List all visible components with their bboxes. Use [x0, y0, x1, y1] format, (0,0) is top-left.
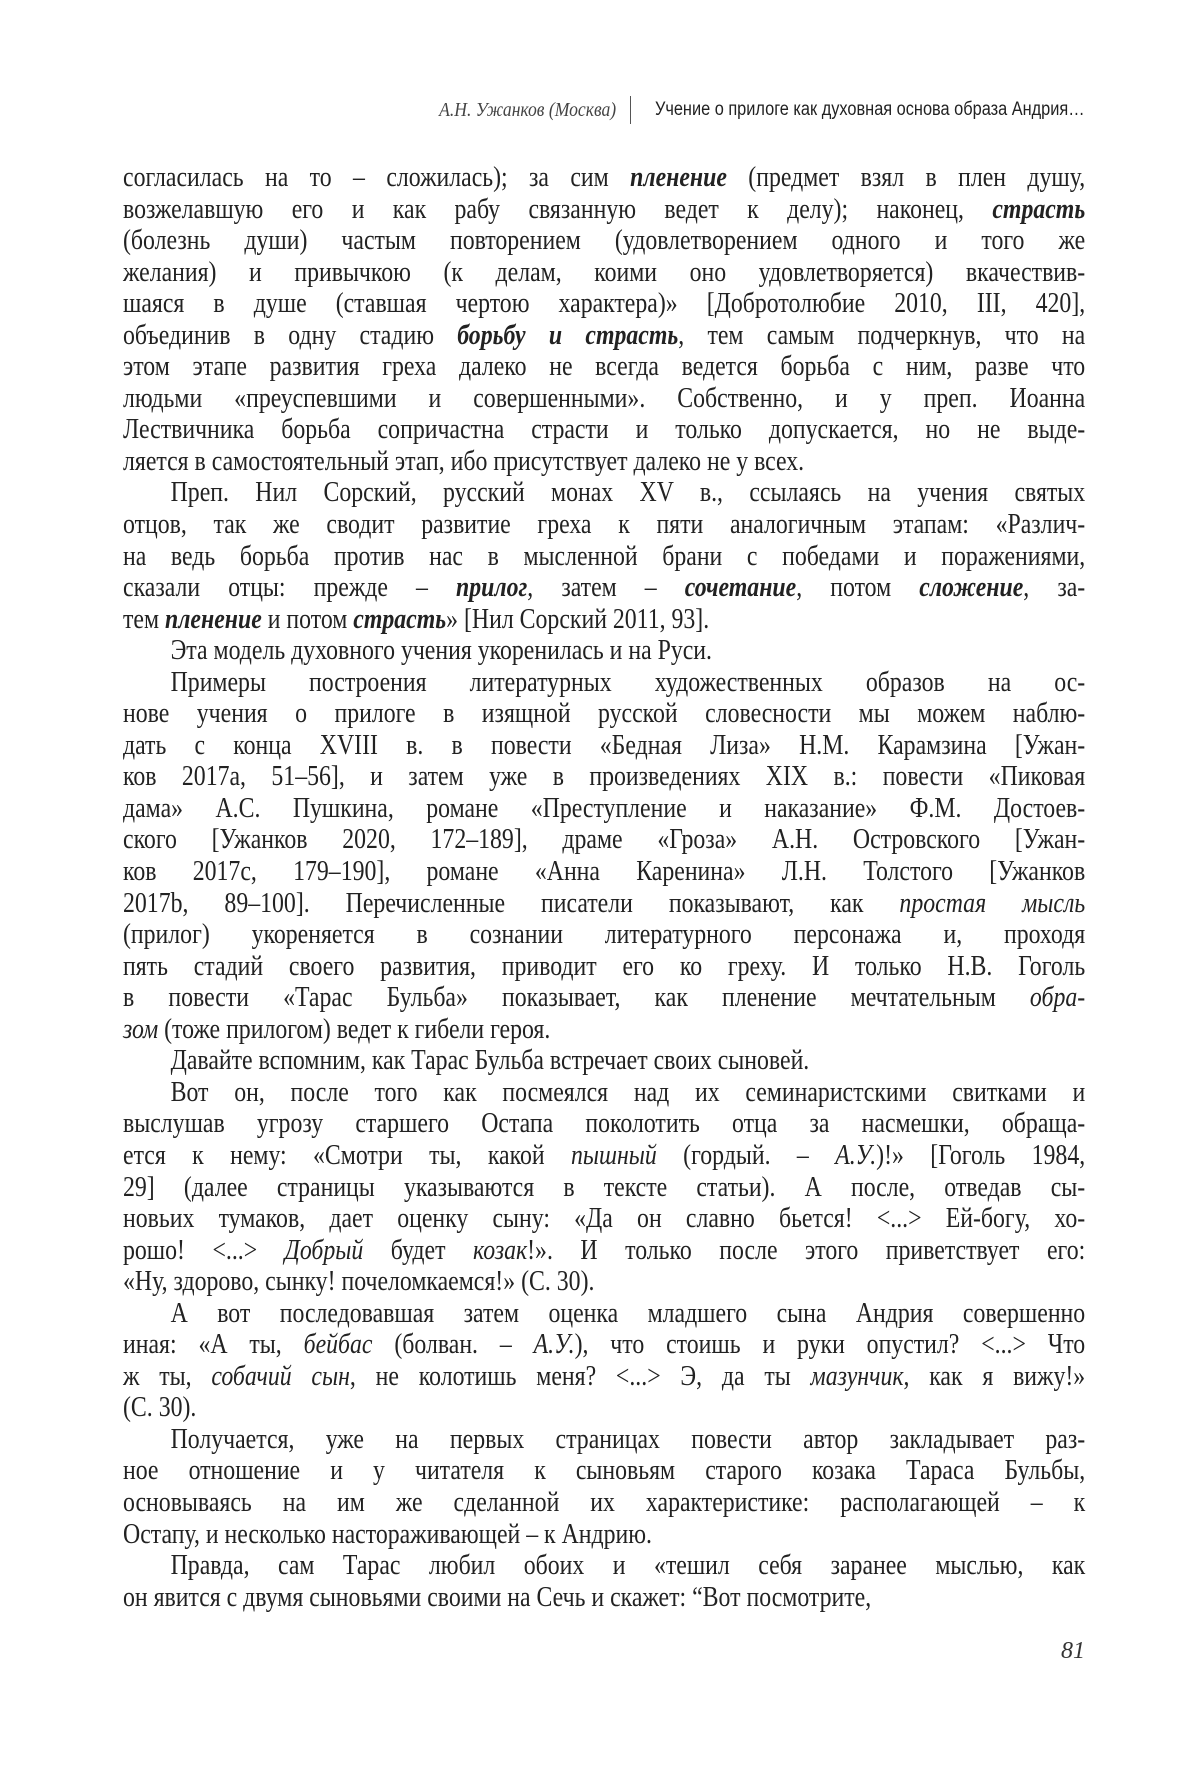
italic-text: мазунчик — [811, 1361, 904, 1392]
text-run: ное отношение и у читателя к сыновьям старого козака Тараса Бульбы, — [123, 1455, 1085, 1486]
text-run: выслушав угрозу старшего Остапа поколотить отца за насмешки, обраща- — [123, 1108, 1085, 1139]
text-run: людьми «преуспевшими и совершенными». Собственно, и у преп. Иоанна — [123, 383, 1085, 414]
text-run: ков 2017a, 51–56], и затем уже в произведениях XIX в.: повести «Пиковая — [123, 761, 1085, 792]
italic-text: зом — [123, 1014, 158, 1045]
running-header — [123, 94, 1085, 126]
text-run: , не колотишь меня? <...> Э, да ты — [350, 1361, 811, 1392]
text-run: ется к нему: «Смотри ты, какой — [123, 1140, 571, 1171]
text-line — [123, 824, 1085, 856]
paragraph — [123, 477, 1085, 635]
text-run: (предмет взял в плен душу, — [727, 162, 1085, 193]
text-run: » [Нил Сорский 2011, 93]. — [446, 604, 709, 635]
italic-text: А.У. — [835, 1140, 876, 1171]
text-line — [123, 288, 1085, 320]
text-run: отцов, так же сводит развитие греха к пяти аналогичным этапам: «Различ- — [123, 509, 1085, 540]
body-text — [123, 162, 1085, 1613]
text-run: Давайте вспомним, как Тарас Бульба встречает своих сыновей. — [171, 1045, 810, 1076]
text-run: , как я вижу!» — [903, 1361, 1085, 1392]
text-run: сказали отцы: прежде – — [123, 572, 456, 603]
paragraph — [123, 1424, 1085, 1550]
text-run: шаяся в душе (ставшая чертою характера)» [Добротолюбие 2010, III, 420], — [123, 288, 1085, 319]
text-run: , тем самым подчеркнув, что на — [678, 320, 1085, 351]
text-line — [123, 1329, 1085, 1361]
text-line — [123, 1582, 1085, 1614]
text-run: Преп. Нил Сорский, русский монах XV в., ссылаясь на учения святых — [171, 477, 1086, 508]
bold-italic-term: страсть — [353, 604, 446, 635]
text-line — [123, 604, 1085, 636]
text-run: (прилог) укореняется в сознании литературного персонажа и, проходя — [123, 919, 1085, 950]
text-line — [123, 1424, 1085, 1456]
text-line — [123, 383, 1085, 415]
text-line — [123, 635, 1085, 667]
text-line — [123, 1487, 1085, 1519]
text-run: Примеры построения литературных художественных образов на ос- — [171, 667, 1086, 698]
text-line — [123, 888, 1085, 920]
text-line — [123, 162, 1085, 194]
text-run: возжелавшую его и как рабу связанную ведет к делу); наконец, — [123, 194, 992, 225]
text-run: Вот он, после того как посмеялся над их семинаристскими свитками и — [171, 1077, 1086, 1108]
text-line — [123, 1550, 1085, 1582]
text-line — [123, 698, 1085, 730]
text-line — [123, 1455, 1085, 1487]
text-run: иная: «А ты, — [123, 1329, 304, 1360]
paragraph — [123, 1298, 1085, 1424]
text-line — [123, 1392, 1085, 1424]
text-line — [123, 1235, 1085, 1267]
italic-text: простая мысль — [899, 888, 1085, 919]
text-line — [123, 1298, 1085, 1330]
text-run: ), что стоишь и руки опустил? <...> Что — [575, 1329, 1086, 1360]
text-line — [123, 793, 1085, 825]
text-line — [123, 730, 1085, 762]
text-run: , потом — [796, 572, 919, 603]
text-line — [123, 257, 1085, 289]
italic-text: пышный — [571, 1140, 657, 1171]
text-run: Лествичника борьба сопричастна страсти и только допускается, но не выде- — [123, 414, 1085, 445]
text-run: А вот последовавшая затем оценка младшего сына Андрия совершенно — [171, 1298, 1086, 1329]
header-author: А.Н. Ужанков (Москва) — [439, 99, 616, 122]
text-run: (С. 30). — [123, 1392, 196, 1423]
text-run: тем — [123, 604, 165, 635]
text-line — [123, 856, 1085, 888]
paragraph — [123, 162, 1085, 477]
text-run: (гордый. – — [657, 1140, 835, 1171]
paragraph — [123, 667, 1085, 1046]
text-run: «Ну, здорово, сынку! почеломкаемся!» (С. 30). — [123, 1266, 594, 1297]
text-line — [123, 351, 1085, 383]
paragraph — [123, 635, 1085, 667]
text-run: (тоже прилогом) ведет к гибели героя. — [158, 1014, 550, 1045]
text-run: ляется в самостоятельный этап, ибо присутствует далеко не у всех. — [123, 446, 804, 477]
text-run: в повести «Тарас Бульба» показывает, как пленение мечтательным — [123, 982, 1030, 1013]
text-run: будет — [363, 1235, 473, 1266]
header-divider — [630, 96, 631, 124]
text-run: дать с конца XVIII в. в повести «Бедная Лиза» Н.М. Карамзина [Ужан- — [123, 730, 1085, 761]
text-run: , затем – — [527, 572, 684, 603]
text-line — [123, 1140, 1085, 1172]
text-run: согласилась на то – сложилась); за сим — [123, 162, 630, 193]
text-run: новьих тумаков, дает оценку сыну: «Да он славно бьется! <...> Ей-богу, хо- — [123, 1203, 1085, 1234]
text-line — [123, 320, 1085, 352]
text-run: )!» [Гоголь 1984, — [876, 1140, 1085, 1171]
bold-italic-term: пленение — [630, 162, 727, 193]
text-run: Правда, сам Тарас любил обоих и «тешил себя заранее мыслью, как — [171, 1550, 1086, 1581]
text-line — [123, 194, 1085, 226]
text-run: пять стадий своего развития, приводит его ко греху. И только Н.В. Гоголь — [123, 951, 1085, 982]
text-run: объединив в одну стадию — [123, 320, 457, 351]
text-run: !». И только после этого приветствует его: — [527, 1235, 1085, 1266]
bold-italic-term: пленение — [165, 604, 262, 635]
paragraph — [123, 1550, 1085, 1613]
text-run: дама» А.С. Пушкина, романе «Преступление и наказание» Ф.М. Достоев- — [123, 793, 1085, 824]
italic-text: А.У. — [534, 1329, 575, 1360]
text-line — [123, 446, 1085, 478]
text-line — [123, 1014, 1085, 1046]
bold-italic-term: сложение — [919, 572, 1023, 603]
text-line — [123, 951, 1085, 983]
bold-italic-term: прилог — [456, 572, 527, 603]
text-line — [123, 509, 1085, 541]
text-run: 2017b, 89–100]. Перечисленные писатели показывают, как — [123, 888, 899, 919]
text-line — [123, 1077, 1085, 1109]
text-line — [123, 982, 1085, 1014]
text-run: он явится с двумя сыновьями своими на Сечь и скажет: “Вот посмотрите, — [123, 1582, 871, 1613]
text-line — [123, 667, 1085, 699]
italic-text: козак — [473, 1235, 527, 1266]
text-line — [123, 1361, 1085, 1393]
text-run: Эта модель духовного учения укоренилась и на Руси. — [171, 635, 712, 666]
bold-italic-term: страсть — [992, 194, 1085, 225]
text-run: (болезнь души) частым повторением (удовлетворением одного и того же — [123, 225, 1085, 256]
text-line — [123, 541, 1085, 573]
italic-text: обра- — [1030, 982, 1085, 1013]
text-run: (болван. – — [372, 1329, 533, 1360]
text-run: ков 2017c, 179–190], романе «Анна Каренина» Л.Н. Толстого [Ужанков — [123, 856, 1085, 887]
text-run: , за- — [1023, 572, 1085, 603]
text-line — [123, 1203, 1085, 1235]
text-line — [123, 1108, 1085, 1140]
text-run: желания) и привычкою (к делам, коими оно удовлетворяется) вкачествив- — [123, 257, 1085, 288]
text-line — [123, 477, 1085, 509]
text-run: рошо! <...> — [123, 1235, 285, 1266]
text-line — [123, 225, 1085, 257]
text-run: ского [Ужанков 2020, 172–189], драме «Гроза» А.Н. Островского [Ужан- — [123, 824, 1085, 855]
text-run: основываясь на им же сделанной их характеристике: располагающей – к — [123, 1487, 1085, 1518]
text-run: ж ты, — [123, 1361, 211, 1392]
paragraph — [123, 1045, 1085, 1077]
header-title: Учение о прилоге как духовная основа образа Андрия… — [655, 99, 1085, 121]
text-run: этом этапе развития греха далеко не всегда ведется борьба с ним, разве что — [123, 351, 1085, 382]
paragraph — [123, 1077, 1085, 1298]
page-number: 81 — [985, 1638, 1085, 1665]
text-run: Остапу, и несколько настораживающей – к Андрию. — [123, 1519, 652, 1550]
text-run: Получается, уже на первых страницах повести автор закладывает раз- — [171, 1424, 1086, 1455]
text-line — [123, 414, 1085, 446]
text-line — [123, 1172, 1085, 1204]
text-run: нове учения о прилоге в изящной русской словесности мы можем наблю- — [123, 698, 1085, 729]
text-run: 29] (далее страницы указываются в тексте статьи). А после, отведав сы- — [123, 1172, 1085, 1203]
text-line — [123, 761, 1085, 793]
text-run: и потом — [262, 604, 354, 635]
text-line — [123, 1519, 1085, 1551]
italic-text: Добрый — [285, 1235, 364, 1266]
text-line — [123, 919, 1085, 951]
italic-text: бейбас — [304, 1329, 373, 1360]
italic-text: собачий сын — [211, 1361, 350, 1392]
text-line — [123, 1045, 1085, 1077]
text-run: на ведь борьба против нас в мысленной брани с победами и поражениями, — [123, 541, 1085, 572]
text-line — [123, 572, 1085, 604]
bold-italic-term: сочетание — [685, 572, 796, 603]
text-line — [123, 1266, 1085, 1298]
bold-italic-term: борьбу и страсть — [457, 320, 678, 351]
